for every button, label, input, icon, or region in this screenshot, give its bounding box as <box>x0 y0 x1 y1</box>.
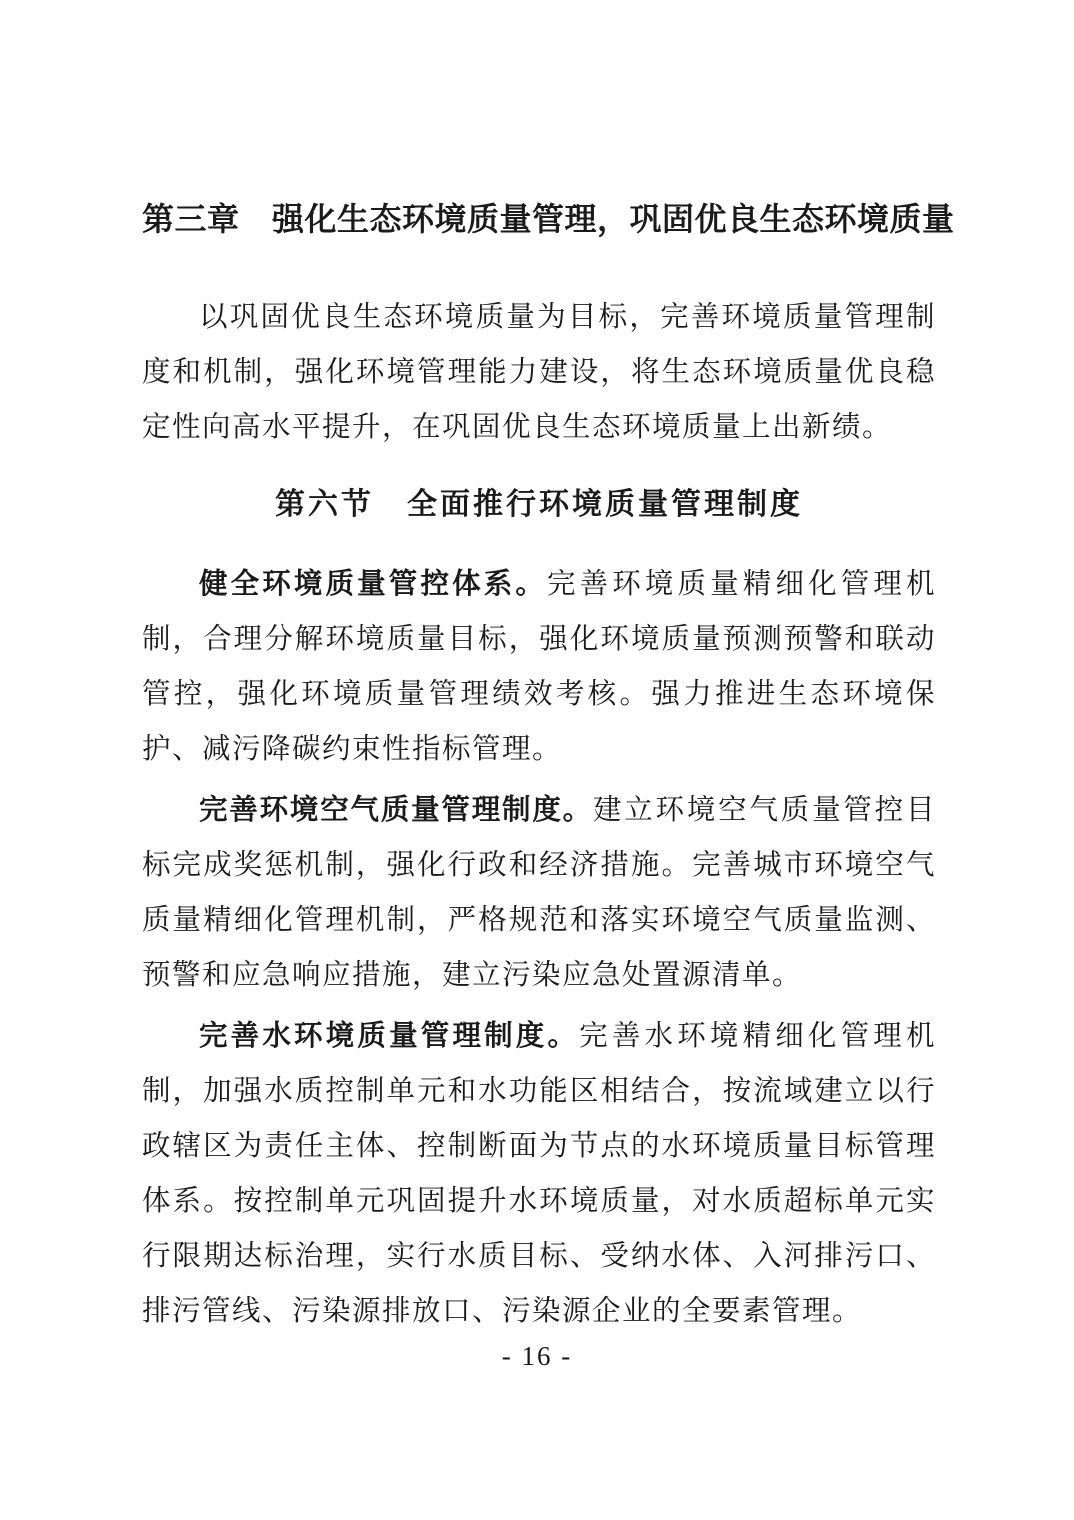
paragraph-body: 建立环境空气质量管控目标完成奖惩机制，强化行政和经济措施。完善城市环境空气质量精细化管理机制，严格规范和落实环境空气质量监测、预警和应急响应措施，建立污染应急处置源清单。 <box>142 795 936 991</box>
paragraph <box>142 783 936 1003</box>
paragraph <box>142 557 936 777</box>
paragraph-lead: 健全环境质量管控体系。 <box>199 568 547 600</box>
intro-paragraph: 以巩固优良生态环境质量为目标，完善环境质量管理制度和机制，强化环境管理能力建设，将生态环境质量优良稳定性向高水平提升，在巩固优良生态环境质量上出新绩。 <box>142 302 936 443</box>
paragraph-lead: 完善水环境质量管理制度。 <box>199 1020 580 1052</box>
paragraph <box>142 1009 936 1339</box>
paragraph-body: 完善环境质量精细化管理机制，合理分解环境质量目标，强化环境质量预测预警和联动管控，强化环境质量管理绩效考核。强力推进生态环境保护、减污降碳约束性指标管理。 <box>142 569 936 765</box>
section-title: 第六节 全面推行环境质量管理制度 <box>275 488 803 521</box>
intro-section <box>142 290 936 455</box>
section-body <box>142 557 936 1339</box>
paragraph-body: 完善水环境精细化管理机制，加强水质控制单元和水功能区相结合，按流域建立以行政辖区为责任主体、控制断面为节点的水环境质量目标管理体系。按控制单元巩固提升水环境质量，对水质超标单元实行限期达标治理，实行水质目标、受纳水体、入河排污口、排污管线、污染源排放口、污染源企业的全要素管理。 <box>142 1021 936 1327</box>
page-number: - 16 - <box>501 1341 573 1371</box>
paragraph-lead: 完善环境空气质量管理制度。 <box>199 794 593 826</box>
chapter-title: 第三章 强化生态环境质量管理，巩固优良生态环境质量 <box>142 201 955 237</box>
